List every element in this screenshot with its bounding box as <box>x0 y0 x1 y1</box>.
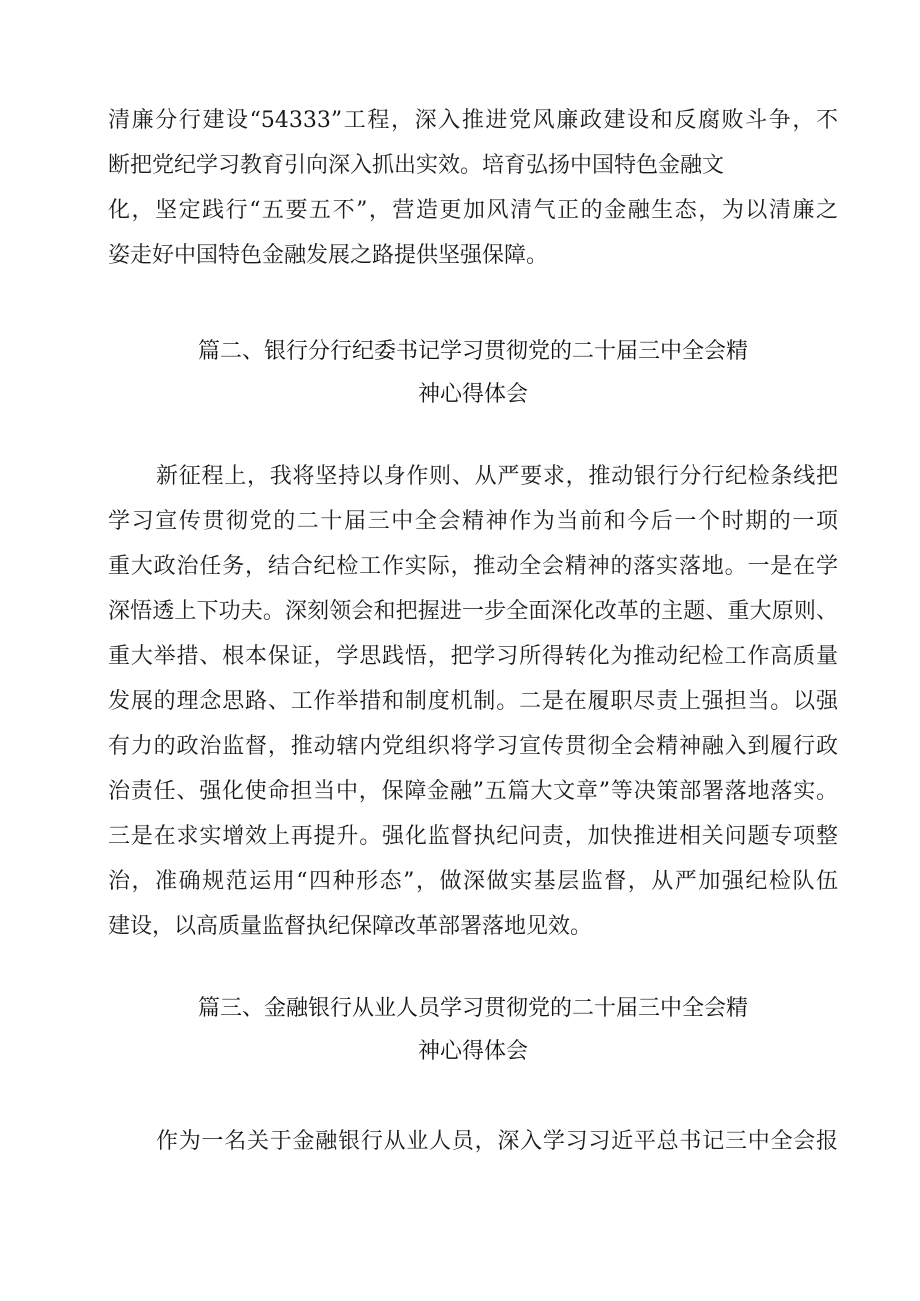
text-line: 有力的政治监督，推动辖内党组织将学习宣传贯彻全会精神融入到履行政 <box>108 734 838 759</box>
text-line: 深悟透上下功夫。深刻领会和把握进一步全面深化改革的主题、重大原则、 <box>108 599 838 624</box>
section-title-line: 神心得体会 <box>417 1039 528 1064</box>
text-line: 三是在求实增效上再提升。强化监督执纪问责，加快推进相关问题专项整 <box>108 824 838 849</box>
text-line: 重大政治任务，结合纪检工作实际，推动全会精神的落实落地。一是在学 <box>108 554 838 579</box>
text-line: 姿走好中国特色金融发展之路提供坚强保障。 <box>108 243 549 268</box>
text-line: 治，准确规范运用“四种形态”，做深做实基层监督，从严加强纪检队伍 <box>108 869 838 894</box>
section-title-line: 篇二、银行分行纪委书记学习贯彻党的二十届三中全会精 <box>197 339 748 364</box>
text-line: 新征程上，我将坚持以身作则、从严要求，推动银行分行纪检条线把 <box>156 464 838 489</box>
text-line: 清廉分行建设“54333”工程，深入推进党风廉政建设和反腐败斗争，不 <box>108 108 838 133</box>
text-line: 重大举措、根本保证，学思践悟，把学习所得转化为推动纪检工作高质量 <box>108 644 838 669</box>
text-line: 学习宣传贯彻党的二十届三中全会精神作为当前和今后一个时期的一项 <box>108 509 838 534</box>
text-line: 断把党纪学习教育引向深入抓出实效。培育弘扬中国特色金融文 <box>108 153 725 178</box>
section-title-line: 篇三、金融银行从业人员学习贯彻党的二十届三中全会精 <box>197 996 748 1021</box>
section-title-line: 神心得体会 <box>417 382 528 407</box>
text-line: 治责任、强化使命担当中，保障金融”五篇大文章”等决策部署落地落实。 <box>108 779 838 804</box>
text-line: 化，坚定践行“五要五不”，营造更加风清气正的金融生态，为以清廉之 <box>108 198 838 223</box>
text-line: 建设，以高质量监督执纪保障改革部署落地见效。 <box>108 914 593 939</box>
text-line: 发展的理念思路、工作举措和制度机制。二是在履职尽责上强担当。以强 <box>108 689 838 714</box>
text-line: 作为一名关于金融银行从业人员，深入学习习近平总书记三中全会报 <box>156 1129 838 1154</box>
